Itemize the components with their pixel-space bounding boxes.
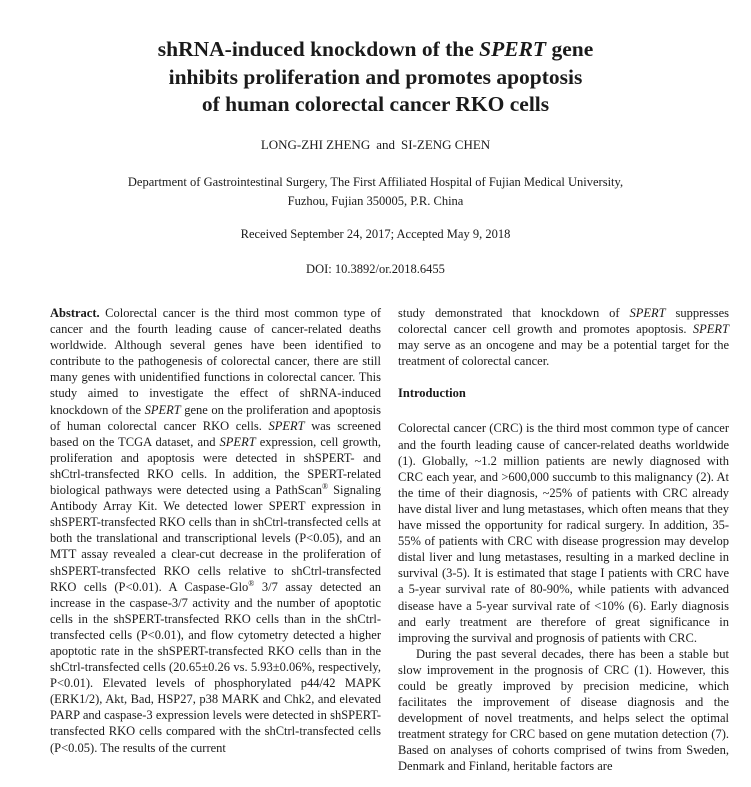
affiliation [0,173,751,211]
introduction-paragraph-1: Colorectal cancer (CRC) is the third most common type of cancer and the fourth leading cause of cancer-related deaths worldwide (1). Globally, ~1.2 million patients are newly diagnosed with CRC each year, and >600,000 succumb to this malignancy (2). At the time of their diagnosis, ~25% of patients with CRC already have distal liver and lung metastases, which often means that they have missed the opportunity for radical surgery. In addition, 35-55% of patients with CRC with disease progression may develop distal liver and lung metastases, resulting in a marked decline in survival (3-5). It is estimated that stage I patients with CRC have a 5-year survival rate of 80-90%, while patients with advanced disease have a 5-year survival rate of <10% (6). Early diagnosis and early treatment are therefore of great significance in improving the survival and prognosis of patients with CRC. [398,421,729,645]
abstract-text: Abstract. Colorectal cancer is the third most common type of cancer and the fourth leading cause of cancer-related deaths worldwide. Although several genes have been identified to contribute to the pathogenesis of colorectal cancer, there are still many genes with unidentified functions in colorectal cancer. This study aimed to investigate the effect of shRNA-induced knockdown of the SPERT gene on the proliferation and apoptosis of human colorectal cancer RKO cells. SPERT was screened based on the TCGA dataset, and SPERT expression, cell growth, proliferation and apoptosis were detected in shSPERT- and shCtrl-transfected RKO cells. In addition, the SPERT-related biological pathways were detected using a PathScan® Signaling Antibody Array Kit. We detected lower SPERT expression in shSPERT-transfected RKO cells than in shCtrl-transfected cells at both the translational and transcriptional levels (P<0.05), and an MTT assay revealed a clear-cut decrease in the proliferation of shSPERT-transfected RKO cells relative to shCtrl-transfected RKO cells (P<0.01). A Caspase-Glo® 3/7 assay detected an increase in the caspase-3/7 activity and the number of apoptotic cells in the shSPERT-transfected RKO cells than in the shCtrl-transfected cells (P<0.01), and flow cytometry detected a higher apoptotic rate in the shSPERT-transfected RKO cells than in the shCtrl-transfected cells (20.65±0.26 vs. 5.93±0.06%, respectively, P<0.01). Elevated levels of phosphorylated p44/42 MAPK (ERK1/2), Akt, Bad, HSP27, p38 MARK and Chk2, and elevated PARP and caspase-3 expression levels were detected in shSPERT-transfected RKO cells compared with the shCtrl-transfected cells (P<0.05). The results of the current [50,306,382,755]
title-gene: SPERT [479,37,547,61]
author-list [0,137,751,153]
right-column [398,305,729,775]
affiliation-line-2: Fuzhou, Fujian 350005, P.R. China [287,194,464,208]
affiliation-line-1: Department of Gastrointestinal Surgery, The First Affiliated Hospital of Fujian Medical University, [127,175,624,189]
title-line-1: shRNA-induced knockdown of the SPERT gene [157,37,594,61]
author-2: SI-ZENG CHEN [400,137,491,152]
title-line-2: inhibits proliferation and promotes apoptosis [168,64,583,89]
author-conjunction: and [376,137,395,152]
introduction-heading: Introduction [398,386,466,401]
doi: DOI: 10.3892/or.2018.6455 [306,262,445,276]
title-line-3: of human colorectal cancer RKO cells [201,92,550,116]
abstract-continuation: study demonstrated that knockdown of SPERT suppresses colorectal cancer cell growth and promotes apoptosis. SPERT may serve as an oncogene and may be a potential target for the treatment of colorectal cancer. [398,306,729,369]
author-1: LONG-ZHI ZHENG [260,137,371,152]
introduction-paragraph-2: During the past several decades, there has been a stable but slow improvement in the prognosis of CRC (1). However, this could be greatly improved by precision medicine, which facilitates the improvement of disease diagnosis and the development of novel treatments, and helps select the optimal treatment strategy for CRC based on gene mutation detection (7). Based on analyses of cohorts comprised of twins from Sweden, Denmark and Finland, heritable factors are [398,646,729,774]
abstract-label: Abstract. [50,306,100,320]
paper-title [0,36,751,119]
received-dates: Received September 24, 2017; Accepted May 9, 2018 [240,227,511,241]
left-column [50,305,381,756]
